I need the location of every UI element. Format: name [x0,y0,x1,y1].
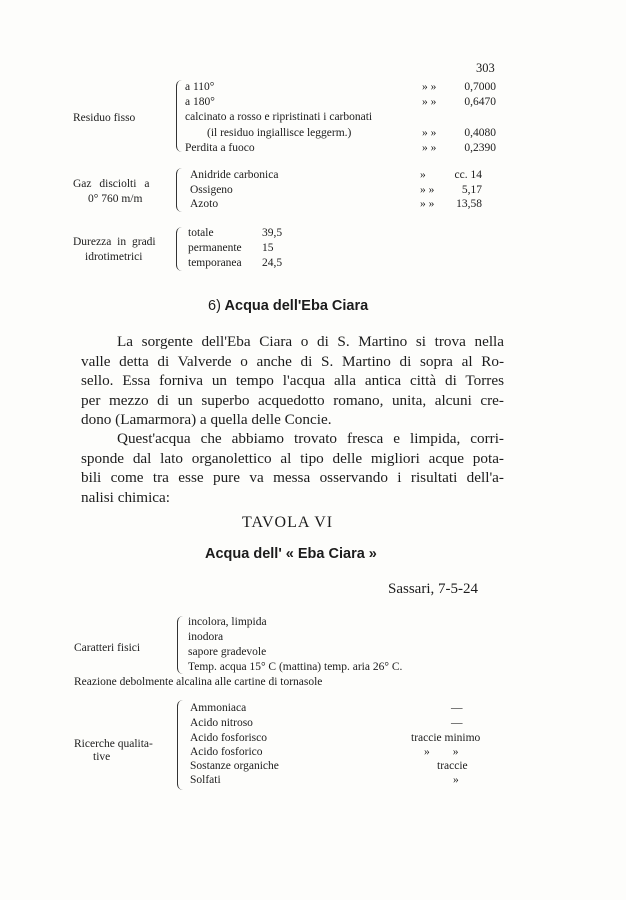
gaz-row-marks: » » [420,184,435,196]
ricerche-row-value: traccie [437,760,468,772]
ricerche-brace [177,700,183,790]
paragraph-line: La sorgente dell'Eba Ciara o di S. Martino si trova nella [117,333,504,350]
ricerche-row-text: Solfati [190,774,221,786]
gaz-row-text: Azoto [190,198,219,210]
paragraph-line: per mezzo di un superbo acquedotto romano, unita, alcuni cre- [81,391,504,409]
paragraph-line: Quest'acqua che abbiamo trovato fresca e limpida, corri- [117,430,504,447]
caratteri-brace [177,616,183,674]
section-number: 6) [208,298,221,314]
paragraph-line: dono (Lamarmora) a quella delle Concie. [81,411,332,428]
gaz-row-marks: » [420,169,426,181]
gaz-brace [176,168,182,212]
ricerche-row-text: Ammoniaca [190,702,247,714]
ricerche-row-text: Acido fosforico [190,746,263,758]
gaz-row-text: Ossigeno [190,184,233,196]
ricerche-row-text: Acido nitroso [190,717,253,729]
paragraph-1 [81,332,504,430]
caratteri-row: sapore gradevole [188,646,267,658]
ricerche-row-value: » » [424,746,459,758]
caratteri-row: incolora, limpida [188,616,267,628]
durezza-row-value: 24,5 [262,257,283,269]
gaz-row-value: cc. 14 [454,169,482,181]
residuo-brace [176,80,182,152]
paragraph-line: nalisi chimica: [81,488,170,506]
residuo-row-marks: » » [422,142,437,154]
tavola-title: TAVOLA VI [242,514,334,531]
ricerche-row-value: — [451,702,463,714]
ricerche-label-line2: tive [93,751,111,763]
page-number: 303 [476,61,495,75]
durezza-label-line1: Durezza in gradi [73,236,156,248]
gaz-label-line2: 0° 760 m/m [88,193,143,205]
durezza-label-line2: idrotimetrici [85,251,143,263]
residuo-label: Residuo fisso [73,112,136,124]
durezza-row-text: permanente [188,242,242,254]
caratteri-row: inodora [188,631,224,643]
gaz-row-value: 13,58 [456,198,482,210]
paragraph-line: valle detta di Valverde o anche di S. Martino di sopra al Ro- [81,352,504,370]
ricerche-row-text: Sostanze organiche [190,760,279,772]
gaz-label-line1: Gaz disciolti a [73,178,150,190]
durezza-row-value: 39,5 [262,227,283,239]
gaz-row-value: 5,17 [461,184,482,196]
ricerche-row-value: — [451,717,463,729]
residuo-row-marks: » » [422,96,437,108]
residuo-row-text: Perdita a fuoco [185,142,255,154]
paragraph-2 [81,429,504,507]
durezza-brace [176,227,182,271]
paragraph-line: sello. Essa forniva un tempo l'acqua alla antica città di Torres [81,372,504,389]
reazione-line: Reazione debolmente alcalina alle cartine di tornasole [74,676,323,688]
caratteri-row: Temp. acqua 15° C (mattina) temp. aria 26° C. [188,661,403,673]
paragraph-line: bili come tra esse pure va messa osservando i risultati dell'a- [81,469,504,486]
gaz-row-text: Anidride carbonica [190,169,279,181]
residuo-row-value: 0,6470 [464,96,496,108]
caratteri-label: Caratteri fisici [74,642,141,654]
residuo-row-marks: » » [422,81,437,93]
residuo-row-marks: » » [422,127,437,139]
ricerche-row-value: » [453,774,459,786]
durezza-row-text: totale [188,227,214,239]
ricerche-row-value: traccie minimo [411,732,481,744]
residuo-row-text: (il residuo ingiallisce leggerm.) [207,127,352,139]
section-heading [208,298,368,315]
residuo-row-value: 0,4080 [464,127,496,139]
section-title: Acqua dell'Eba Ciara [224,298,369,314]
gaz-row-marks: » » [420,198,435,210]
place-date: Sassari, 7-5-24 [388,581,478,597]
residuo-row-text: a 110° [185,81,215,93]
paragraph-line: sponde dal lato organolettico al tipo delle migliori acque pota- [81,449,504,467]
ricerche-row-text: Acido fosforisco [190,732,267,744]
durezza-row-value: 15 [262,242,274,254]
tavola-subtitle: Acqua dell' « Eba Ciara » [205,546,377,562]
ricerche-label-line1: Ricerche qualita- [74,738,153,750]
residuo-row-text: a 180° [185,96,215,108]
residuo-row-text: calcinato a rosso e ripristinati i carbonati [185,111,373,123]
durezza-row-text: temporanea [188,257,242,269]
residuo-row-value: 0,2390 [464,142,496,154]
residuo-row-value: 0,7000 [464,81,496,93]
